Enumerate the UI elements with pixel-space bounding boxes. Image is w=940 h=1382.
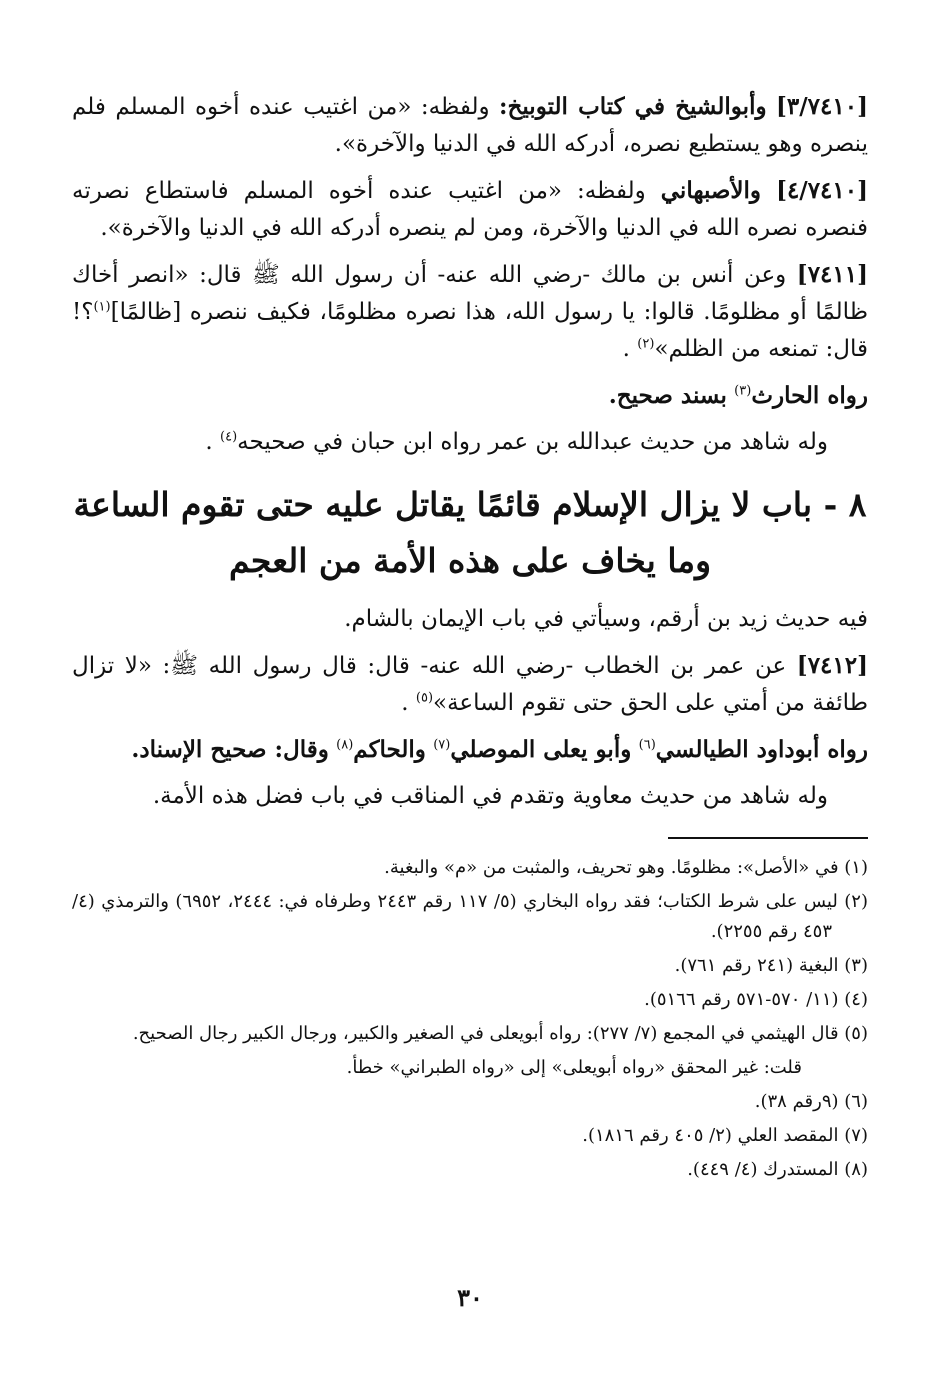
chapter-intro bbox=[72, 601, 868, 638]
footnotes bbox=[72, 853, 868, 1185]
footnote: (٧) المقصد العلي (٢/ ٤٠٥ رقم ١٨١٦). bbox=[582, 1125, 868, 1146]
footnote: (٢) ليس على شرط الكتاب؛ فقد رواه البخاري (٥/ ١١٧ رقم ٢٤٤٣ وطرفاه في: ٢٤٤٤، ٦٩٥٢) والترمذي (٤/ ٤٥٣ رقم ٢٢٥٥). bbox=[72, 891, 868, 942]
footnote: (٨) المستدرك (٤/ ٤٤٩). bbox=[687, 1159, 868, 1180]
narration-line bbox=[72, 731, 868, 769]
narrator: رواه أبوداود الطيالسي bbox=[655, 736, 868, 763]
intro-text: فيه حديث زيد بن أرقم، وسيأتي في باب الإيمان بالشام. bbox=[344, 606, 868, 632]
hadith-text: عن عمر بن الخطاب -رضي الله عنه- قال: قال رسول الله ﷺ: «لا تزال طائفة من أمتي على الحق حتى تقوم الساعة» bbox=[72, 653, 868, 716]
grading: بسند صحيح. bbox=[608, 382, 727, 409]
supporting-narration bbox=[72, 778, 868, 815]
narrator: رواه الحارث bbox=[751, 382, 868, 409]
chapter-title-line1: ٨ - باب لا يزال الإسلام قائمًا يقاتل عليه حتى تقوم الساعة bbox=[73, 485, 867, 524]
hadith-7412 bbox=[72, 647, 868, 722]
source-name: وأبوالشيخ في كتاب التوبيخ: bbox=[499, 93, 767, 120]
hadith-7410-3 bbox=[72, 88, 868, 163]
chapter-heading bbox=[72, 477, 868, 589]
footnote: (٤) (١١/ ٥٧٠-٥٧١ رقم ٥١٦٦). bbox=[644, 989, 868, 1010]
footnote: (٣) البغية (٢٤١ رقم ٧٦١). bbox=[674, 955, 868, 976]
narrator: وأبو يعلى الموصلي bbox=[450, 736, 632, 763]
footnote-note: قلت: غير المحقق «رواه أبويعلى» إلى «رواه الطبراني» خطأ. bbox=[346, 1057, 802, 1078]
grading: وقال: صحيح الإسناد. bbox=[131, 736, 329, 763]
footnote-ref: (٣) bbox=[734, 383, 752, 399]
footnote-ref: (١) bbox=[93, 299, 111, 315]
punctuation: . bbox=[205, 429, 213, 455]
hadith-number: [٤/٧٤١٠] bbox=[776, 177, 869, 204]
footnote-ref: (٥) bbox=[415, 690, 434, 706]
footnote-ref: (٢) bbox=[637, 336, 655, 352]
hadith-text: ولفظه: «من اغتيب عنده أخوه المسلم فاستطاع نصرته فنصره نصره الله في الدنيا والآخرة، ومن لم ينصره أدركه الله في الدنيا والآخرة». bbox=[72, 178, 868, 241]
footnote: (٥) قال الهيثمي في المجمع (٧/ ٢٧٧): رواه أبويعلى في الصغير والكبير، ورجال الكبير رجال الصحيح. bbox=[132, 1023, 868, 1044]
footnote-ref: (٤) bbox=[220, 429, 238, 445]
punctuation: . bbox=[401, 690, 409, 716]
narration-line bbox=[72, 377, 868, 415]
punctuation: . bbox=[622, 336, 630, 362]
hadith-number: [٣/٧٤١٠] bbox=[776, 93, 868, 120]
footnote-separator bbox=[668, 837, 868, 839]
hadith-text: وعن أنس بن مالك -رضي الله عنه- أن رسول الله ﷺ قال: «انصر أخاك ظالمًا أو مظلومًا. قالوا: يا رسول الله، هذا نصره مظلومًا، فكيف ننصره [ظالمًا] bbox=[72, 262, 868, 325]
hadith-7411 bbox=[72, 256, 868, 368]
supporting-text: وله شاهد من حديث عبدالله بن عمر رواه ابن حبان في صحيحه bbox=[237, 429, 828, 455]
narrator: والحاكم bbox=[353, 736, 426, 763]
footnote-ref: (٦) bbox=[638, 737, 656, 753]
footnote-ref: (٨) bbox=[336, 737, 354, 753]
footnote: (١) في «الأصل»: مظلومًا. وهو تحريف، والمثبت من «م» والبغية. bbox=[384, 857, 868, 878]
footnote: (٦) (٩رقم ٣٨). bbox=[754, 1091, 868, 1112]
page-number: ٣٠ bbox=[457, 1283, 483, 1312]
hadith-text: ؟! قال: تمنعه من الظلم» bbox=[72, 299, 868, 362]
supporting-narration bbox=[72, 424, 868, 461]
hadith-text: ولفظه: «من اغتيب عنده أخوه المسلم فلم ينصره وهو يستطيع نصره، أدركه الله في الدنيا والآخرة». bbox=[72, 94, 868, 157]
supporting-text: وله شاهد من حديث معاوية وتقدم في المناقب في باب فضل هذه الأمة. bbox=[152, 783, 828, 809]
footnote-ref: (٧) bbox=[433, 737, 451, 753]
source-name: والأصبهاني bbox=[660, 177, 762, 204]
hadith-number: [٧٤١١] bbox=[796, 261, 868, 288]
hadith-number: [٧٤١٢] bbox=[796, 652, 868, 679]
hadith-7410-4 bbox=[72, 172, 868, 247]
chapter-title-line2: وما يخاف على هذه الأمة من العجم bbox=[228, 541, 712, 580]
